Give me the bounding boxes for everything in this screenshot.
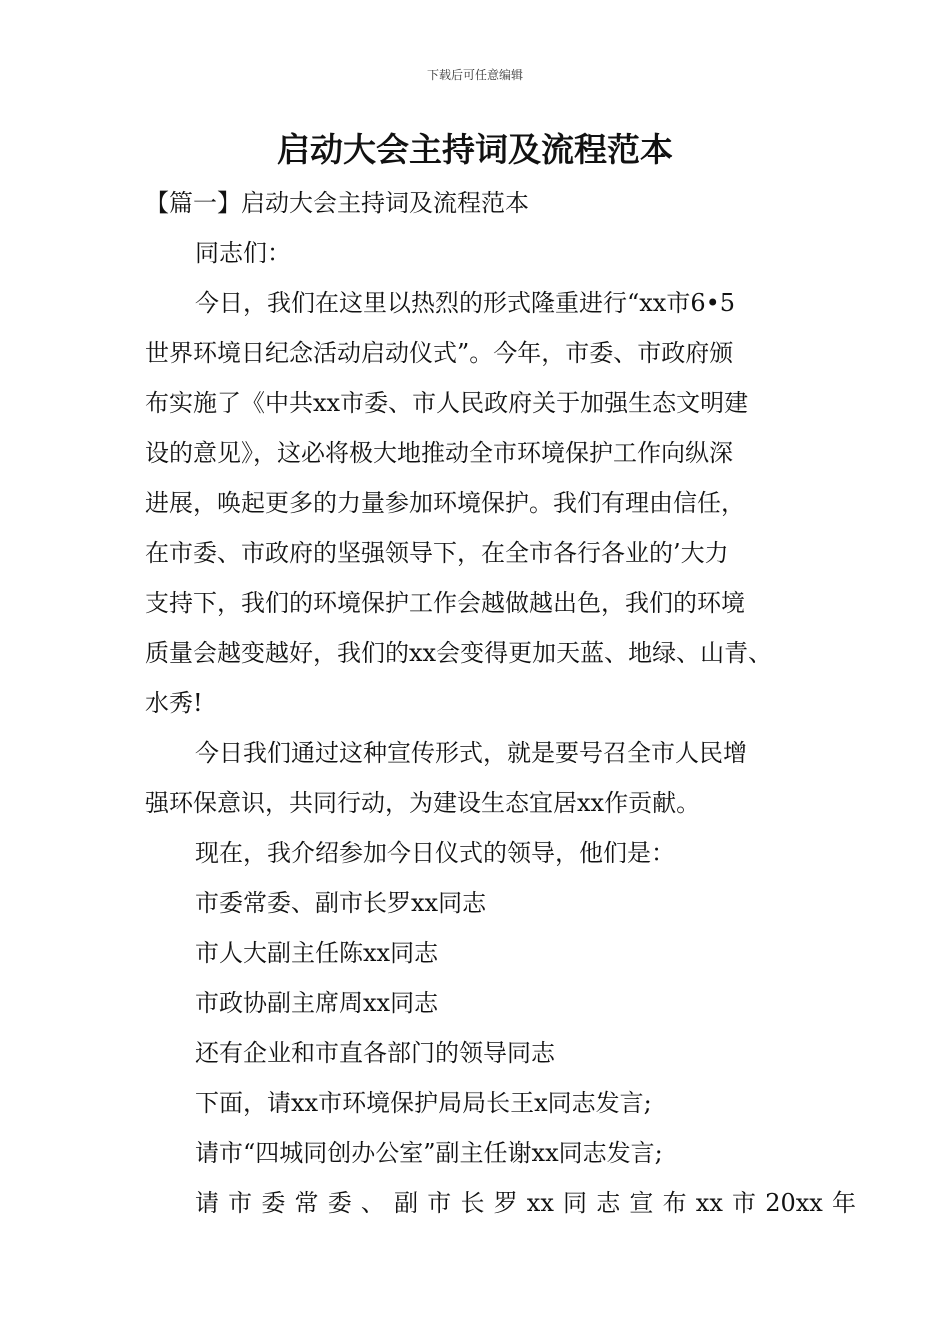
body-line: 今日我们通过这种宣传形式，就是要号召全市人民增 (195, 739, 747, 767)
body-line: 还有企业和市直各部门的领导同志 (195, 1039, 555, 1067)
page-header-note: 下载后可任意编辑 (426, 68, 523, 82)
body-line: 现在，我介绍参加今日仪式的领导，他们是： (195, 839, 675, 867)
body-line: 请市“四城同创办公室”副主任谢xx同志发言; (195, 1139, 663, 1167)
body-line: 质量会越变越好，我们的xx会变得更加天蓝、地绿、山青、 (145, 639, 773, 667)
body-line: 今日，我们在这里以热烈的形式隆重进行“xx市6•5 (195, 289, 736, 317)
body-line: 世界环境日纪念活动启动仪式”。今年，市委、市政府颁 (145, 339, 734, 367)
body-line: 支持下，我们的环境保护工作会越做越出色，我们的环境 (145, 589, 745, 617)
body-line: 进展，唤起更多的力量参加环境保护。我们有理由信任， (145, 489, 745, 517)
body-line: 同志们： (195, 239, 291, 267)
body-line: 请市委常委、副市长罗xx同志宣布xx市20xx年 (195, 1189, 856, 1217)
body-line: 强环保意识，共同行动，为建设生态宜居xx作贡献。 (145, 789, 701, 817)
body-line: 市委常委、副市长罗xx同志 (195, 889, 487, 917)
document-title: 启动大会主持词及流程范本 (277, 130, 673, 169)
section-heading: 【篇一】启动大会主持词及流程范本 (145, 189, 529, 217)
body-line: 在市委、市政府的坚强领导下，在全市各行各业的’大力 (145, 539, 729, 567)
body-line: 布实施了《中共xx市委、市人民政府关于加强生态文明建 (145, 389, 749, 417)
body-line: 下面，请xx市环境保护局局长王x同志发言; (195, 1089, 652, 1117)
document-body (145, 178, 856, 1228)
body-line: 水秀! (145, 689, 203, 717)
body-line: 市政协副主席周xx同志 (195, 989, 439, 1017)
body-line: 市人大副主任陈xx同志 (195, 939, 439, 967)
body-line: 设的意见》，这必将极大地推动全市环境保护工作向纵深 (145, 439, 733, 467)
